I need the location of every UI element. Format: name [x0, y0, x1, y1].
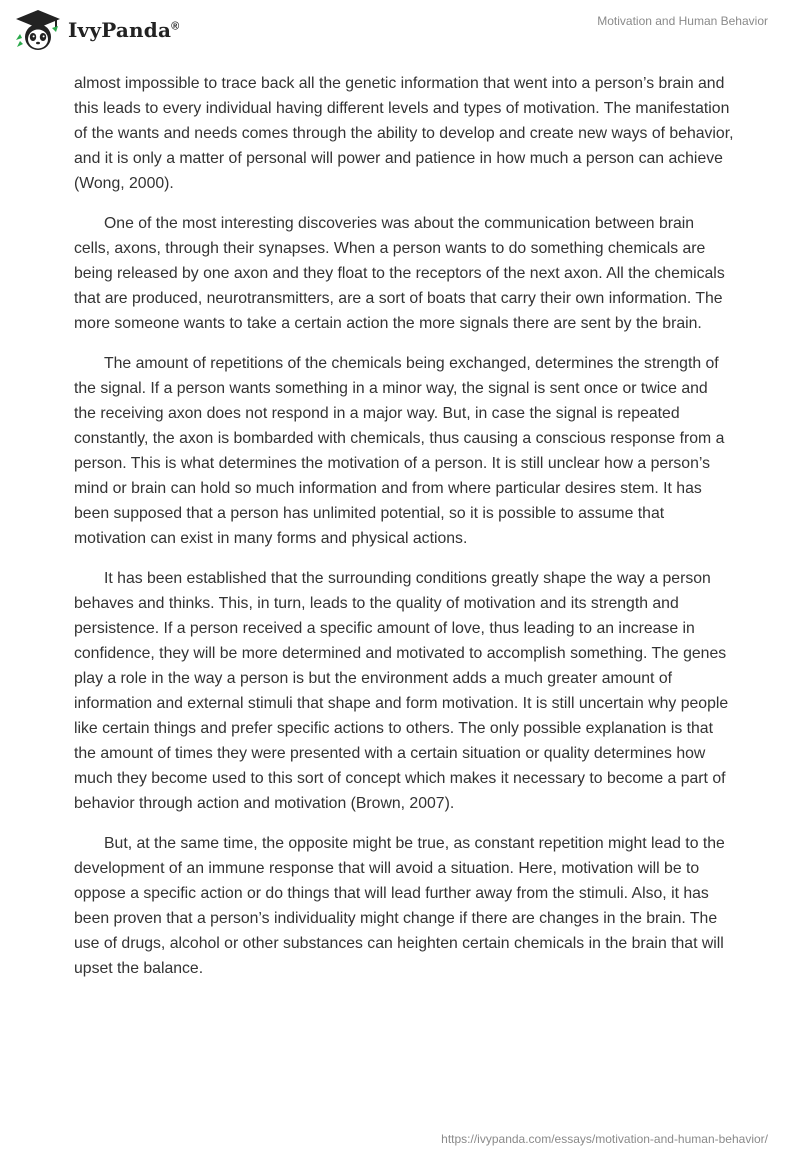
registered-mark: ® [171, 20, 180, 33]
running-title: Motivation and Human Behavior [597, 14, 768, 28]
paragraph: One of the most interesting discoveries was about the communication between brain cells, axons, through their synapses. When a person wants to do something chemicals are being released by one axon and they float to the receptors of the next axon. All the chemicals that are produced, neurotransmitters, are a sort of boats that carry their own information. The more someone wants to take a certain action the more signals there are sent by the brain. [74, 215, 725, 332]
paragraph: But, at the same time, the opposite might be true, as constant repetition might lead to the development of an immune response that will avoid a situation. Here, motivation will be to oppose a specific action or do things that will lead further away from the stimuli. Also, it has been proven that a person’s individuality might change if there are changes in the brain. The use of drugs, alcohol or other substances can heighten certain chemicals in the brain that will upset the balance. [74, 835, 725, 977]
essay-body [74, 71, 734, 996]
paragraph: The amount of repetitions of the chemicals being exchanged, determines the strength of the signal. If a person wants something in a minor way, the signal is sent once or twice and the receiving axon does not respond in a major way. But, in case the signal is repeated constantly, the axon is bombarded with chemicals, thus causing a conscious response from a person. This is what determines the motivation of a person. It is still unclear how a person’s mind or brain can hold so much information and from where particular desires stem. It has been supposed that a person has unlimited potential, so it is possible to assume that motivation can exist in many forms and physical actions. [74, 355, 725, 547]
page-header [0, 0, 800, 70]
ivypanda-logo[interactable] [14, 8, 179, 52]
paragraph: almost impossible to trace back all the genetic information that went into a person’s brain and this leads to every individual having different levels and types of motivation. The manifestation of the wants and needs comes through the ability to develop and create new ways of behavior, and it is only a matter of personal will power and patience in how much a person can achieve (Wong, 2000). [74, 75, 734, 192]
paragraph: It has been established that the surrounding conditions greatly shape the way a person behaves and thinks. This, in turn, leads to the quality of motivation and its strength and persistence. If a person received a specific amount of love, thus leading to an increase in confidence, they will be more determined and motivated to accomplish something. The genes play a role in the way a person is but the environment adds a much greater amount of information and external stimuli that shape and form motivation. It is still uncertain why people like certain things and prefer specific actions to others. The only possible explanation is that the amount of times they were presented with a certain situation or quality determines how much they become used to this sort of concept which makes it necessary to become a part of behavior through action and motivation (Brown, 2007). [74, 570, 729, 812]
brand-name: IvyPanda® [68, 18, 180, 42]
source-url[interactable]: https://ivypanda.com/essays/motivation-and-human-behavior/ [441, 1132, 768, 1146]
panda-graduation-cap-icon [14, 8, 62, 52]
